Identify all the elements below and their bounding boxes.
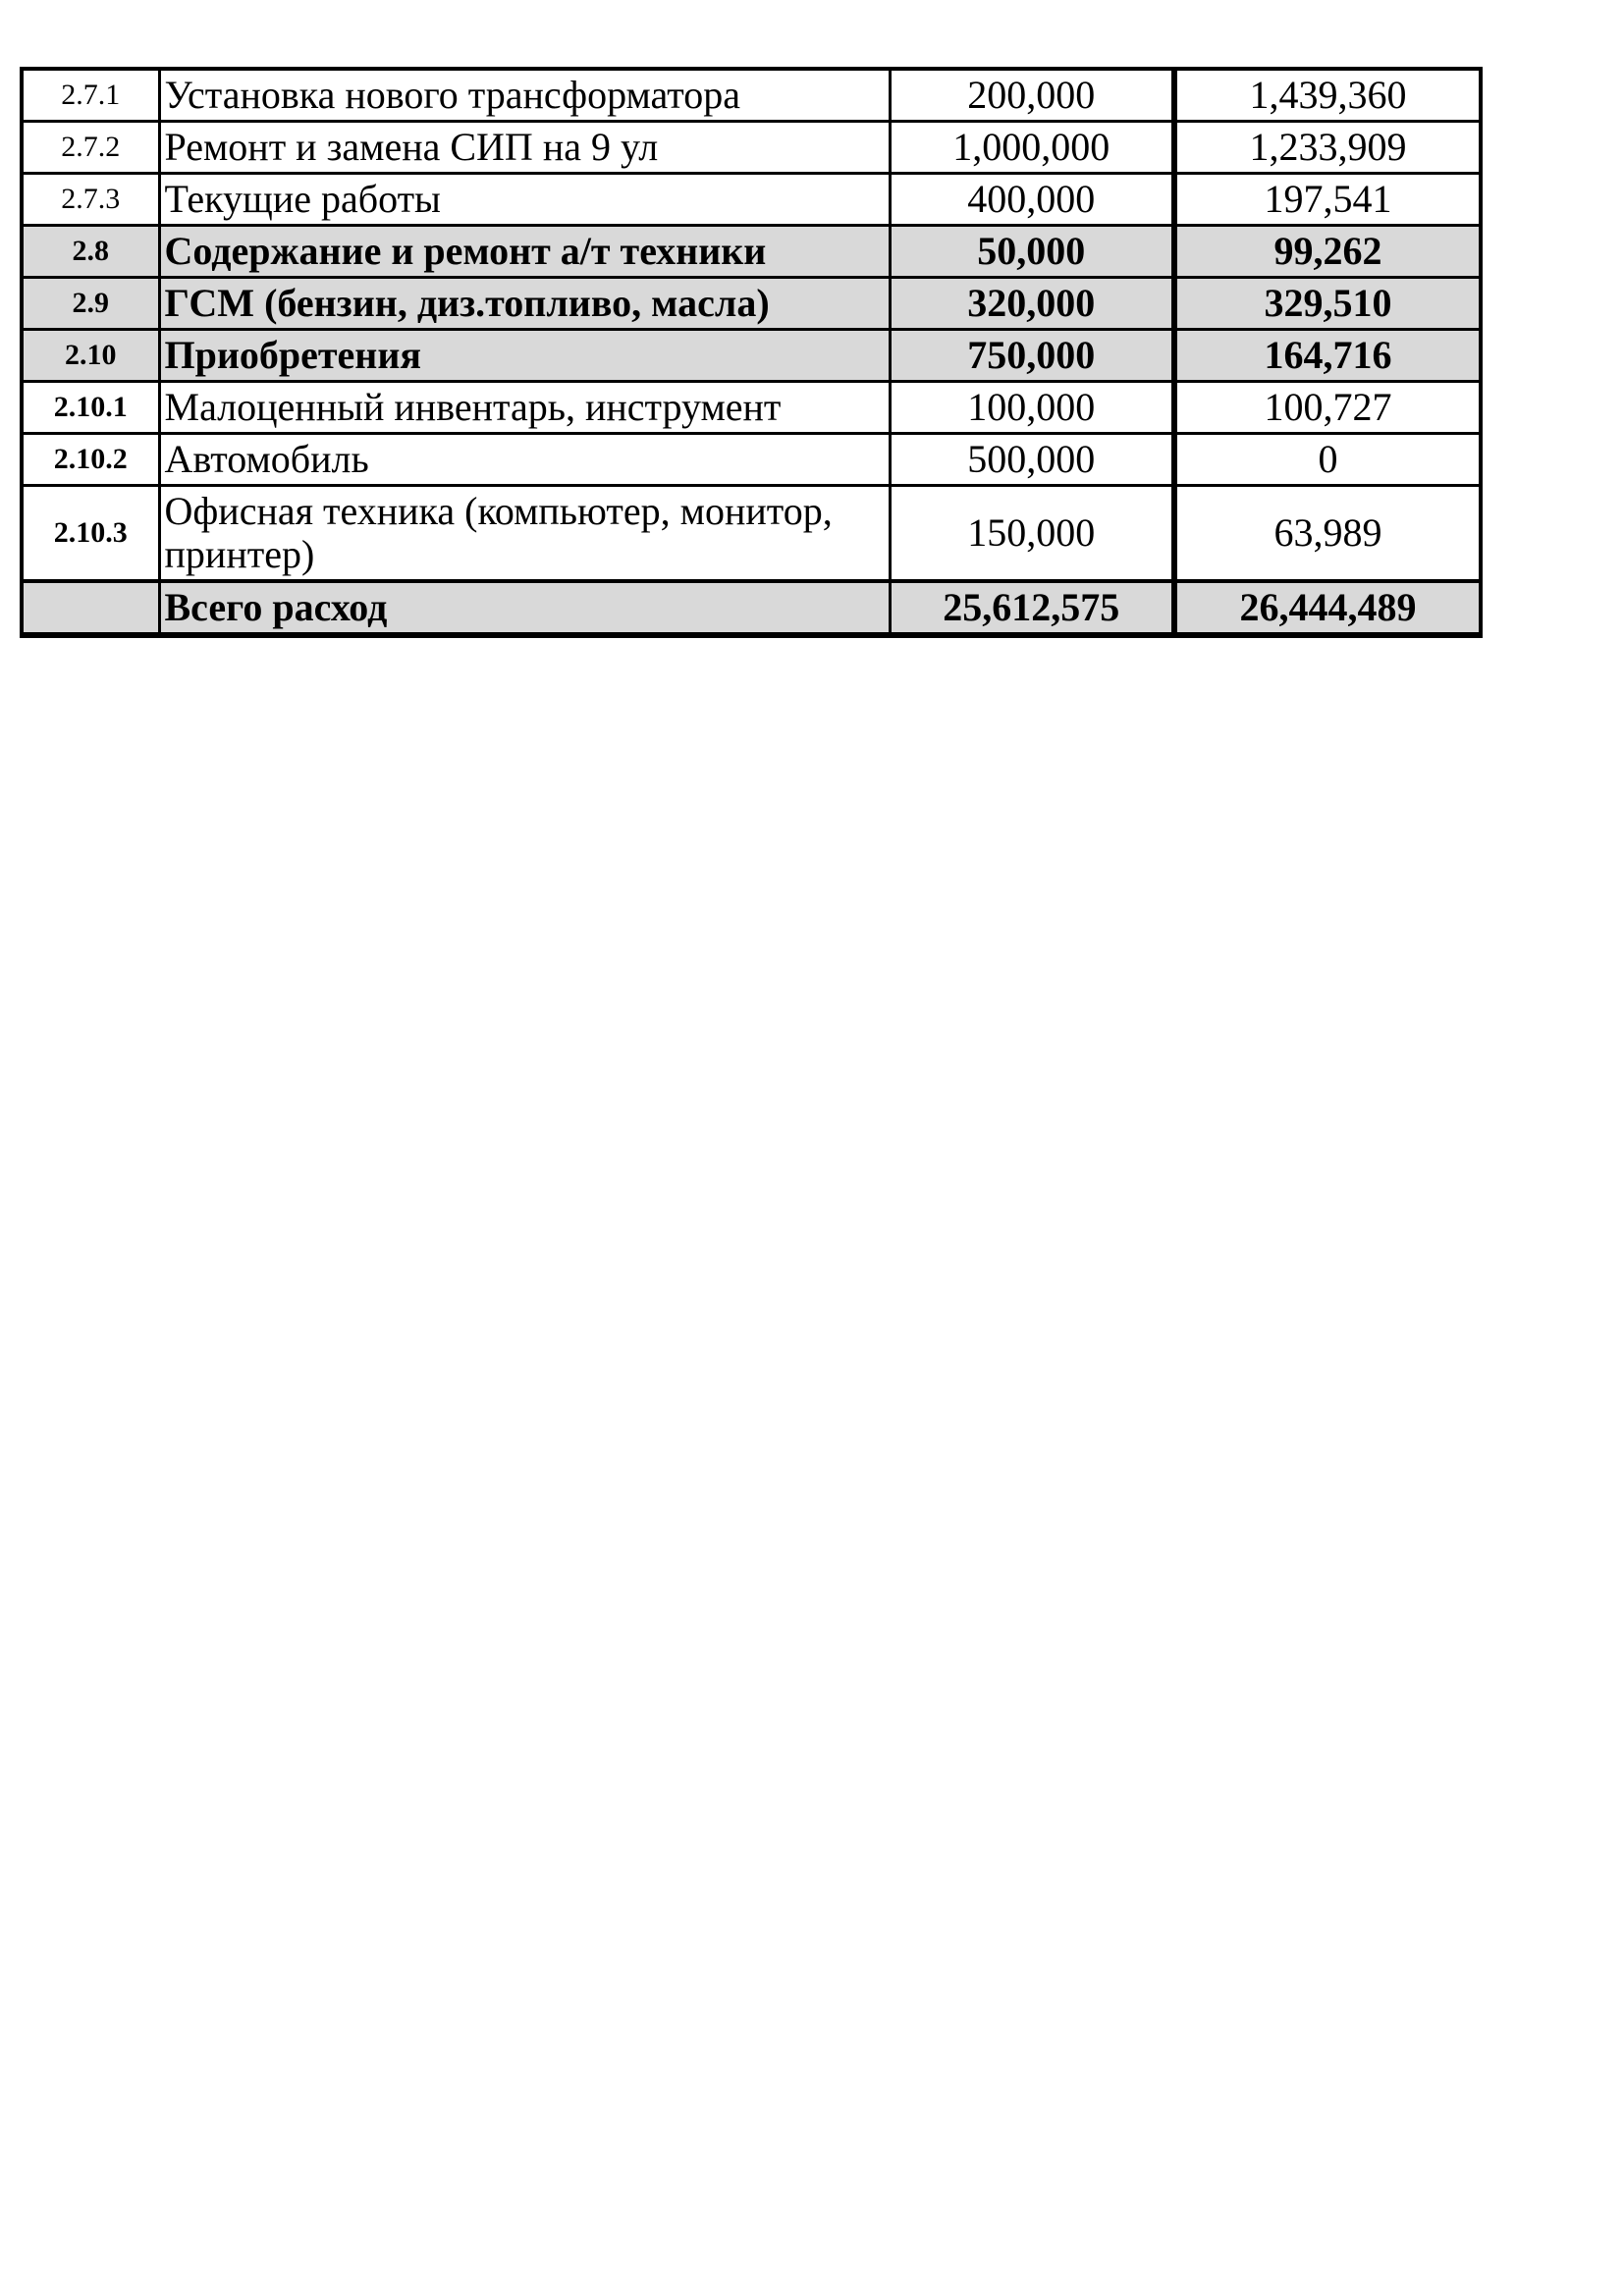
table-row [22, 174, 1481, 226]
row-plan-amount: 500,000 [890, 434, 1174, 486]
row-actual-amount: 99,262 [1174, 226, 1481, 278]
row-item-name: Содержание и ремонт а/т техники [159, 226, 890, 278]
row-actual-amount: 1,439,360 [1174, 69, 1481, 122]
section-row [22, 278, 1481, 330]
row-actual-amount: 1,233,909 [1174, 122, 1481, 174]
row-plan-amount: 150,000 [890, 486, 1174, 582]
row-number: 2.10 [22, 330, 159, 382]
row-number: 2.10.2 [22, 434, 159, 486]
row-plan-amount: 320,000 [890, 278, 1174, 330]
row-number: 2.7.2 [22, 122, 159, 174]
section-row [22, 330, 1481, 382]
row-number: 2.7.1 [22, 69, 159, 122]
table-row [22, 69, 1481, 122]
total-number [22, 581, 159, 635]
row-plan-amount: 200,000 [890, 69, 1174, 122]
table-row [22, 486, 1481, 582]
row-item-name: Приобретения [159, 330, 890, 382]
row-actual-amount: 197,541 [1174, 174, 1481, 226]
row-number: 2.10.1 [22, 382, 159, 434]
row-actual-amount: 63,989 [1174, 486, 1481, 582]
row-number: 2.8 [22, 226, 159, 278]
row-number: 2.9 [22, 278, 159, 330]
total-label: Всего расход [159, 581, 890, 635]
total-row [22, 581, 1481, 635]
row-plan-amount: 1,000,000 [890, 122, 1174, 174]
row-item-name: Малоценный инвентарь, инструмент [159, 382, 890, 434]
total-actual-amount: 26,444,489 [1174, 581, 1481, 635]
row-actual-amount: 164,716 [1174, 330, 1481, 382]
row-plan-amount: 100,000 [890, 382, 1174, 434]
row-plan-amount: 400,000 [890, 174, 1174, 226]
table-row [22, 434, 1481, 486]
row-actual-amount: 100,727 [1174, 382, 1481, 434]
row-item-name: Офисная техника (компьютер, монитор, принтер) [159, 486, 890, 582]
row-item-name: Автомобиль [159, 434, 890, 486]
expense-table [20, 67, 1483, 638]
budget-sheet [20, 67, 1479, 664]
row-number: 2.7.3 [22, 174, 159, 226]
row-item-name: Ремонт и замена СИП на 9 ул [159, 122, 890, 174]
section-row [22, 226, 1481, 278]
row-actual-amount: 0 [1174, 434, 1481, 486]
row-item-name: ГСМ (бензин, диз.топливо, масла) [159, 278, 890, 330]
table-row [22, 122, 1481, 174]
total-plan-amount: 25,612,575 [890, 581, 1174, 635]
row-number: 2.10.3 [22, 486, 159, 582]
table-row [22, 382, 1481, 434]
row-plan-amount: 750,000 [890, 330, 1174, 382]
row-plan-amount: 50,000 [890, 226, 1174, 278]
row-item-name: Установка нового трансформатора [159, 69, 890, 122]
row-item-name: Текущие работы [159, 174, 890, 226]
row-actual-amount: 329,510 [1174, 278, 1481, 330]
